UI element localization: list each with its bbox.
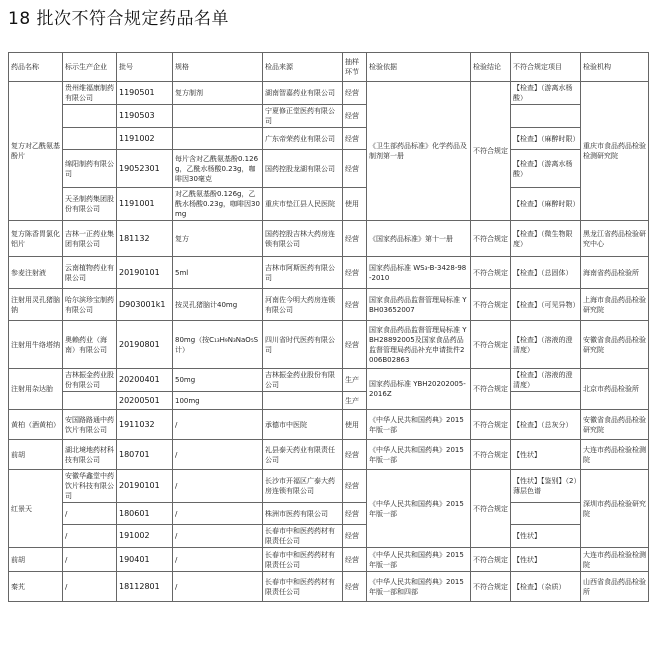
stage-cell: 使用 xyxy=(343,188,367,221)
basis-cell: 《中华人民共和国药典》2015年版一部 xyxy=(367,440,471,470)
failed-item-cell: 【检查】（溶液的澄清度） xyxy=(511,321,581,369)
drug-name-cell: 复方对乙酰氨基酚片 xyxy=(9,82,63,221)
agency-cell: 海南省药品检验所 xyxy=(581,257,649,289)
failed-item-cell xyxy=(511,392,581,410)
batch-cell: D903001k1 xyxy=(117,289,173,321)
drug-name-cell: 黄柏（酒黄柏） xyxy=(9,410,63,440)
failed-item-cell: 【检查】（可见异物） xyxy=(511,289,581,321)
failed-item-cell: 【检查】（溶液的澄清度） xyxy=(511,369,581,392)
failed-item-cell: 【性状】 xyxy=(511,440,581,470)
conclusion-cell: 不符合规定 xyxy=(471,82,511,221)
batch-cell: 20200501 xyxy=(117,392,173,410)
stage-cell: 经营 xyxy=(343,321,367,369)
source-cell: 株洲市医药有限公司 xyxy=(263,503,343,525)
source-cell: 河南佐今明大药房连锁有限公司 xyxy=(263,289,343,321)
source-cell: 湖南智嘉药业有限公司 xyxy=(263,82,343,105)
table-row xyxy=(9,392,649,410)
maker-cell: 吉林一正药业集团有限公司 xyxy=(63,221,117,257)
table-row xyxy=(9,321,649,369)
basis-cell: 国家药品标准 YBH20202005-2016Z xyxy=(367,369,471,410)
stage-cell: 经营 xyxy=(343,503,367,525)
spec-cell: 按灵孔猪脑计40mg xyxy=(173,289,263,321)
table-row xyxy=(9,440,649,470)
drug-name-cell: 前胡 xyxy=(9,548,63,572)
batch-cell: 191002 xyxy=(117,525,173,548)
batch-cell: 20200401 xyxy=(117,369,173,392)
batch-cell: 19052301 xyxy=(117,150,173,188)
failed-item-cell xyxy=(511,105,581,128)
conclusion-cell: 不符合规定 xyxy=(471,470,511,548)
spec-cell xyxy=(173,128,263,150)
basis-cell: 国家食品药品监督管理局标准 YBH03652007 xyxy=(367,289,471,321)
table-row xyxy=(9,369,649,392)
spec-cell: 80mg（按C₁₃H₉N₃NaO₅S计） xyxy=(173,321,263,369)
failed-item-cell xyxy=(511,503,581,525)
column-header: 抽样环节 xyxy=(343,53,367,82)
maker-cell: 贵州维福康制药有限公司 xyxy=(63,82,117,105)
table-row xyxy=(9,150,649,188)
conclusion-cell: 不符合规定 xyxy=(471,369,511,410)
spec-cell: / xyxy=(173,410,263,440)
basis-cell: 《中华人民共和国药典》2015年版一部和四部 xyxy=(367,572,471,602)
maker-cell: 吉林振金药业股份有限公司 xyxy=(63,369,117,392)
failed-item-cell: 【检查】（杂质） xyxy=(511,572,581,602)
stage-cell: 经营 xyxy=(343,82,367,105)
table-row xyxy=(9,82,649,105)
maker-cell: 哈尔滨珍宝制药有限公司 xyxy=(63,289,117,321)
column-header: 不符合规定项目 xyxy=(511,53,581,82)
basis-cell: 《卫生部药品标准》化学药品及制剂第一册 xyxy=(367,82,471,221)
column-header: 检验机构 xyxy=(581,53,649,82)
batch-cell: 1191002 xyxy=(117,128,173,150)
stage-cell: 生产 xyxy=(343,392,367,410)
batch-cell: 1190503 xyxy=(117,105,173,128)
source-cell: 长春市中和医药药材有限责任公司 xyxy=(263,548,343,572)
maker-cell xyxy=(63,105,117,128)
agency-cell: 深圳市药品检验研究院 xyxy=(581,470,649,548)
spec-cell: / xyxy=(173,503,263,525)
source-cell: 国药控股吉林大药房连锁有限公司 xyxy=(263,221,343,257)
maker-cell xyxy=(63,128,117,150)
failed-item-cell: 【检查】（游离水杨酸） xyxy=(511,82,581,105)
stage-cell: 经营 xyxy=(343,289,367,321)
maker-cell: 安国路路通中药饮片有限公司 xyxy=(63,410,117,440)
stage-cell: 经营 xyxy=(343,128,367,150)
spec-cell: 50mg xyxy=(173,369,263,392)
maker-cell: 绵阳制药有限公司 xyxy=(63,150,117,188)
source-cell: 吉林振金药业股份有限公司 xyxy=(263,369,343,392)
maker-cell: 奥赖药业（海南）有限公司 xyxy=(63,321,117,369)
agency-cell: 北京市药品检验所 xyxy=(581,369,649,410)
spec-cell: 100mg xyxy=(173,392,263,410)
batch-cell: 190401 xyxy=(117,548,173,572)
failed-item-cell: 【检查】（总灰分） xyxy=(511,410,581,440)
failed-item-cell: 【检查】（麻醉时限） xyxy=(511,128,581,150)
batch-cell: 181132 xyxy=(117,221,173,257)
table-row xyxy=(9,221,649,257)
conclusion-cell: 不符合规定 xyxy=(471,410,511,440)
agency-cell: 上海市食品药品检验研究院 xyxy=(581,289,649,321)
drug-name-cell: 注射用灵孔猪脑钠 xyxy=(9,289,63,321)
stage-cell: 经营 xyxy=(343,150,367,188)
table-row xyxy=(9,410,649,440)
source-cell: 长春市中和医药药材有限责任公司 xyxy=(263,525,343,548)
stage-cell: 经营 xyxy=(343,440,367,470)
failed-item-cell: 【性状】 xyxy=(511,548,581,572)
source-cell: 承德市中医院 xyxy=(263,410,343,440)
source-cell: 吉林市阿斯医药有限公司 xyxy=(263,257,343,289)
spec-cell: 对乙酰氨基酚0.126g，乙酰水杨酸0.23g，咖啡因30mg xyxy=(173,188,263,221)
maker-cell: 安徽华鑫堂中药饮片科技有限公司 xyxy=(63,470,117,503)
batch-cell: 18112801 xyxy=(117,572,173,602)
failed-item-cell: 【检查】（微生物限度） xyxy=(511,221,581,257)
table-row xyxy=(9,548,649,572)
column-header: 检品来源 xyxy=(263,53,343,82)
column-header: 检验依据 xyxy=(367,53,471,82)
maker-cell: 云南植物药业有限公司 xyxy=(63,257,117,289)
source-cell: 长春市中和医药药材有限责任公司 xyxy=(263,572,343,602)
column-header: 药品名称 xyxy=(9,53,63,82)
failed-item-cell: 【性状】【鉴别】（2）薄层色谱 xyxy=(511,470,581,503)
table-row xyxy=(9,188,649,221)
column-header: 批号 xyxy=(117,53,173,82)
agency-cell: 山西省食品药品检验所 xyxy=(581,572,649,602)
agency-cell: 重庆市食品药品检验检测研究院 xyxy=(581,82,649,221)
source-cell: 重庆市垫江县人民医院 xyxy=(263,188,343,221)
batch-cell: 180701 xyxy=(117,440,173,470)
drug-name-cell: 秦艽 xyxy=(9,572,63,602)
maker-cell: / xyxy=(63,503,117,525)
source-cell: 广东帝荣药业有限公司 xyxy=(263,128,343,150)
source-cell: 礼县泰天药业有限责任公司 xyxy=(263,440,343,470)
maker-cell: 天圣制药集团股份有限公司 xyxy=(63,188,117,221)
failed-item-cell: 【性状】 xyxy=(511,525,581,548)
agency-cell: 黑龙江省药品检验研究中心 xyxy=(581,221,649,257)
table-row xyxy=(9,289,649,321)
spec-cell: / xyxy=(173,470,263,503)
spec-cell: / xyxy=(173,548,263,572)
source-cell xyxy=(263,392,343,410)
spec-cell: 5ml xyxy=(173,257,263,289)
table-row xyxy=(9,572,649,602)
table-row xyxy=(9,257,649,289)
drug-name-cell: 参麦注射液 xyxy=(9,257,63,289)
agency-cell: 大连市药品检验检测院 xyxy=(581,440,649,470)
agency-cell: 安徽省食品药品检验研究院 xyxy=(581,321,649,369)
basis-cell: 《国家药品标准》第十一册 xyxy=(367,221,471,257)
page-title: 18 批次不符合规定药品名单 xyxy=(8,9,230,29)
failed-item-cell: 【检查】（游离水杨酸） xyxy=(511,150,581,188)
spec-cell: / xyxy=(173,525,263,548)
drug-name-cell: 注射用杂达胎 xyxy=(9,369,63,410)
drug-name-cell: 复方陈香胃氯化铝片 xyxy=(9,221,63,257)
column-header: 标示生产企业 xyxy=(63,53,117,82)
source-cell: 国药控股龙湖有限公司 xyxy=(263,150,343,188)
spec-cell: 复方制剂 xyxy=(173,82,263,105)
conclusion-cell: 不符合规定 xyxy=(471,321,511,369)
source-cell: 宁夏修正堂医药有限公司 xyxy=(263,105,343,128)
basis-cell: 《中华人民共和国药典》2015年版一部 xyxy=(367,470,471,548)
table-row xyxy=(9,470,649,503)
maker-cell: 湖北境地药材科技有限公司 xyxy=(63,440,117,470)
spec-cell: 复方 xyxy=(173,221,263,257)
maker-cell: / xyxy=(63,525,117,548)
conclusion-cell: 不符合规定 xyxy=(471,257,511,289)
table-header-row xyxy=(9,53,649,82)
batch-cell: 20190801 xyxy=(117,321,173,369)
conclusion-cell: 不符合规定 xyxy=(471,572,511,602)
agency-cell: 大连市药品检验检测院 xyxy=(581,548,649,572)
source-cell: 四川省时代医药有限公司 xyxy=(263,321,343,369)
drug-name-cell: 注射用牛络塔纳 xyxy=(9,321,63,369)
stage-cell: 经营 xyxy=(343,525,367,548)
conclusion-cell: 不符合规定 xyxy=(471,289,511,321)
stage-cell: 经营 xyxy=(343,257,367,289)
failed-item-cell: 【检查】（麻醉时限） xyxy=(511,188,581,221)
basis-cell: 国家食品药品监督管理局标准 YBH28892005及国家食品药品监督管理局药品补充申请批件2006B02863 xyxy=(367,321,471,369)
basis-cell: 国家药品标准 WS₃-B-3428-98-2010 xyxy=(367,257,471,289)
batch-cell: 180601 xyxy=(117,503,173,525)
maker-cell xyxy=(63,392,117,410)
batch-cell: 1911032 xyxy=(117,410,173,440)
stage-cell: 经营 xyxy=(343,470,367,503)
stage-cell: 生产 xyxy=(343,369,367,392)
table-row xyxy=(9,128,649,150)
conclusion-cell: 不符合规定 xyxy=(471,221,511,257)
drug-name-cell: 前胡 xyxy=(9,440,63,470)
batch-cell: 1190501 xyxy=(117,82,173,105)
spec-cell: / xyxy=(173,572,263,602)
drug-name-cell: 红景天 xyxy=(9,470,63,548)
stage-cell: 经营 xyxy=(343,221,367,257)
batch-cell: 20190101 xyxy=(117,470,173,503)
stage-cell: 经营 xyxy=(343,105,367,128)
batch-cell: 1191001 xyxy=(117,188,173,221)
table-row xyxy=(9,525,649,548)
spec-cell: / xyxy=(173,440,263,470)
spec-cell: 每片含对乙酰氨基酚0.126g，乙酰水杨酸0.23g，咖啡因30毫克 xyxy=(173,150,263,188)
table-row xyxy=(9,105,649,128)
maker-cell: / xyxy=(63,572,117,602)
drug-table xyxy=(8,52,649,602)
stage-cell: 使用 xyxy=(343,410,367,440)
basis-cell: 《中华人民共和国药典》2015年版一部 xyxy=(367,548,471,572)
column-header: 检验结论 xyxy=(471,53,511,82)
maker-cell: / xyxy=(63,548,117,572)
table-row xyxy=(9,503,649,525)
source-cell: 长沙市开福区广泰大药房连锁有限公司 xyxy=(263,470,343,503)
spec-cell xyxy=(173,105,263,128)
stage-cell: 经营 xyxy=(343,548,367,572)
basis-cell: 《中华人民共和国药典》2015年版一部 xyxy=(367,410,471,440)
column-header: 规格 xyxy=(173,53,263,82)
conclusion-cell: 不符合规定 xyxy=(471,440,511,470)
batch-cell: 20190101 xyxy=(117,257,173,289)
agency-cell: 安徽省食品药品检验研究院 xyxy=(581,410,649,440)
stage-cell: 经营 xyxy=(343,572,367,602)
failed-item-cell: 【检查】（总固体） xyxy=(511,257,581,289)
conclusion-cell: 不符合规定 xyxy=(471,548,511,572)
